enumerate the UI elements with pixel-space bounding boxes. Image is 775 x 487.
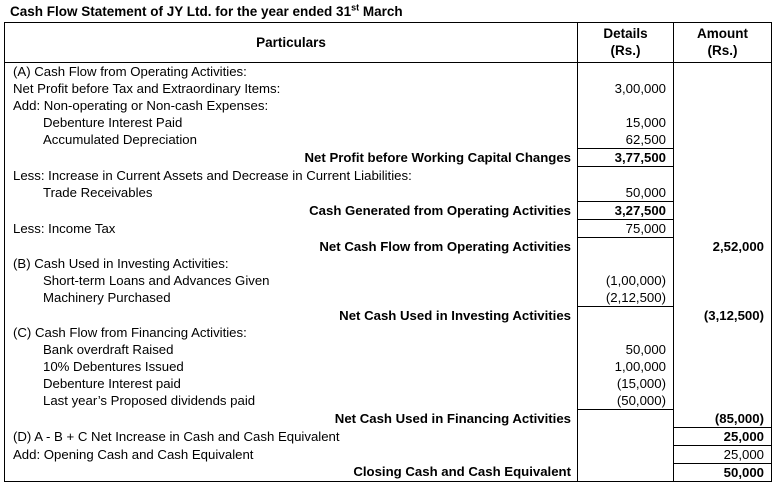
row-particulars: Accumulated Depreciation — [5, 131, 578, 149]
column-header-amount-unit: (Rs.) — [707, 43, 738, 58]
row-particulars: (B) Cash Used in Investing Activities: — [5, 255, 578, 272]
row-details-value — [578, 445, 674, 463]
row-subtotal-label: Net Cash Flow from Operating Activities — [5, 238, 578, 256]
row-details-value: 3,27,500 — [578, 202, 674, 220]
row-details-value — [578, 238, 674, 256]
table-row — [5, 358, 772, 375]
page-title-ordinal-suffix: st — [351, 2, 360, 13]
table-row — [5, 445, 772, 463]
row-details-value — [578, 427, 674, 445]
row-subtotal-label: Cash Generated from Operating Activities — [5, 202, 578, 220]
row-subtotal-label: Net Cash Used in Investing Activities — [5, 307, 578, 325]
row-details-value: 62,500 — [578, 131, 674, 149]
row-subtotal-label: Net Profit before Working Capital Changes — [5, 149, 578, 167]
table-row — [5, 410, 772, 428]
row-amount-value: 2,52,000 — [712, 238, 764, 254]
table-row — [5, 167, 772, 185]
row-particulars: Machinery Purchased — [5, 289, 578, 307]
table-row — [5, 392, 772, 410]
row-details-value: 75,000 — [578, 220, 674, 238]
table-row — [5, 238, 772, 256]
table-row — [5, 97, 772, 114]
column-header-details-label: Details — [603, 26, 648, 41]
table-row — [5, 307, 772, 325]
row-particulars: (D) A - B + C Net Increase in Cash and Cash Equivalent — [5, 427, 578, 445]
row-details-value — [578, 324, 674, 341]
row-amount-value: 25,000 — [674, 445, 772, 463]
row-details-value — [578, 97, 674, 114]
row-details-value — [578, 167, 674, 185]
row-amount-value — [674, 202, 772, 220]
table-row — [5, 80, 772, 97]
row-particulars: Less: Income Tax — [5, 220, 578, 238]
row-subtotal-label: Closing Cash and Cash Equivalent — [5, 463, 578, 481]
table-header — [5, 23, 772, 63]
row-details-value: 15,000 — [578, 114, 674, 131]
column-header-amount — [674, 23, 772, 63]
table-row — [5, 324, 772, 341]
row-details-value — [578, 307, 674, 325]
row-amount-value: 50,000 — [674, 463, 772, 481]
column-header-details — [578, 23, 674, 63]
row-details-value: (1,00,000) — [578, 272, 674, 289]
table-row — [5, 220, 772, 238]
row-amount-value — [674, 375, 772, 392]
page-title — [4, 2, 771, 22]
row-particulars: Add: Opening Cash and Cash Equivalent — [5, 445, 578, 463]
row-amount-value — [674, 255, 772, 272]
table-row — [5, 255, 772, 272]
row-particulars: Debenture Interest paid — [5, 375, 578, 392]
row-amount-value — [674, 324, 772, 341]
table-row — [5, 184, 772, 202]
row-details-value: (2,12,500) — [578, 289, 674, 307]
row-particulars: Debenture Interest Paid — [5, 114, 578, 131]
table-row — [5, 289, 772, 307]
row-details-value — [578, 255, 674, 272]
row-amount-value: 25,000 — [674, 427, 772, 445]
row-amount-value — [674, 131, 772, 149]
table-row — [5, 202, 772, 220]
row-particulars: Less: Increase in Current Assets and Decrease in Current Liabilities: — [5, 167, 578, 185]
row-details-value: 50,000 — [578, 341, 674, 358]
row-particulars: Trade Receivables — [5, 184, 578, 202]
row-amount-value — [674, 114, 772, 131]
page-title-suffix: March — [359, 4, 403, 19]
table-row — [5, 131, 772, 149]
row-particulars: 10% Debentures Issued — [5, 358, 578, 375]
row-subtotal-label: Net Cash Used in Financing Activities — [5, 410, 578, 428]
row-amount-value: (3,12,500) — [703, 307, 764, 323]
table-row — [5, 272, 772, 289]
row-amount-value — [674, 149, 772, 167]
row-particulars: (C) Cash Flow from Financing Activities: — [5, 324, 578, 341]
column-header-amount-label: Amount — [697, 26, 748, 41]
table-row — [5, 341, 772, 358]
row-particulars: (A) Cash Flow from Operating Activities: — [5, 63, 578, 81]
column-header-details-unit: (Rs.) — [610, 43, 641, 58]
table-header-row — [5, 23, 772, 63]
row-particulars: Last year’s Proposed dividends paid — [5, 392, 578, 410]
row-details-value — [578, 63, 674, 81]
row-amount-value — [674, 80, 772, 97]
row-amount-value: (85,000) — [674, 410, 772, 428]
table-row — [5, 375, 772, 392]
column-header-particulars: Particulars — [5, 23, 578, 63]
row-particulars: Bank overdraft Raised — [5, 341, 578, 358]
table-row — [5, 149, 772, 167]
row-details-value: 3,77,500 — [578, 149, 674, 167]
row-details-value: 1,00,000 — [578, 358, 674, 375]
table-row — [5, 463, 772, 481]
table-body — [5, 63, 772, 482]
row-details-value — [578, 463, 674, 481]
row-details-value: (15,000) — [578, 375, 674, 392]
row-amount-value — [674, 220, 772, 238]
row-particulars: Short-term Loans and Advances Given — [5, 272, 578, 289]
table-row — [5, 63, 772, 81]
row-particulars: Add: Non-operating or Non-cash Expenses: — [5, 97, 578, 114]
row-amount-value — [674, 341, 772, 358]
cash-flow-table — [4, 22, 772, 482]
row-amount-value — [674, 358, 772, 375]
table-row — [5, 427, 772, 445]
page-title-prefix: Cash Flow Statement of JY Ltd. for the year ended 31 — [10, 4, 352, 19]
row-amount-value — [674, 184, 772, 202]
row-details-value — [578, 410, 674, 428]
row-details-value: 50,000 — [578, 184, 674, 202]
row-details-value: (50,000) — [578, 392, 674, 410]
row-amount-value — [674, 289, 772, 307]
row-details-value: 3,00,000 — [578, 80, 674, 97]
table-row — [5, 114, 772, 131]
row-amount-value — [674, 167, 772, 185]
row-amount-value — [674, 392, 772, 410]
row-amount-value — [674, 272, 772, 289]
row-amount-value — [674, 97, 772, 114]
row-particulars: Net Profit before Tax and Extraordinary Items: — [5, 80, 578, 97]
row-amount-value — [674, 63, 772, 81]
